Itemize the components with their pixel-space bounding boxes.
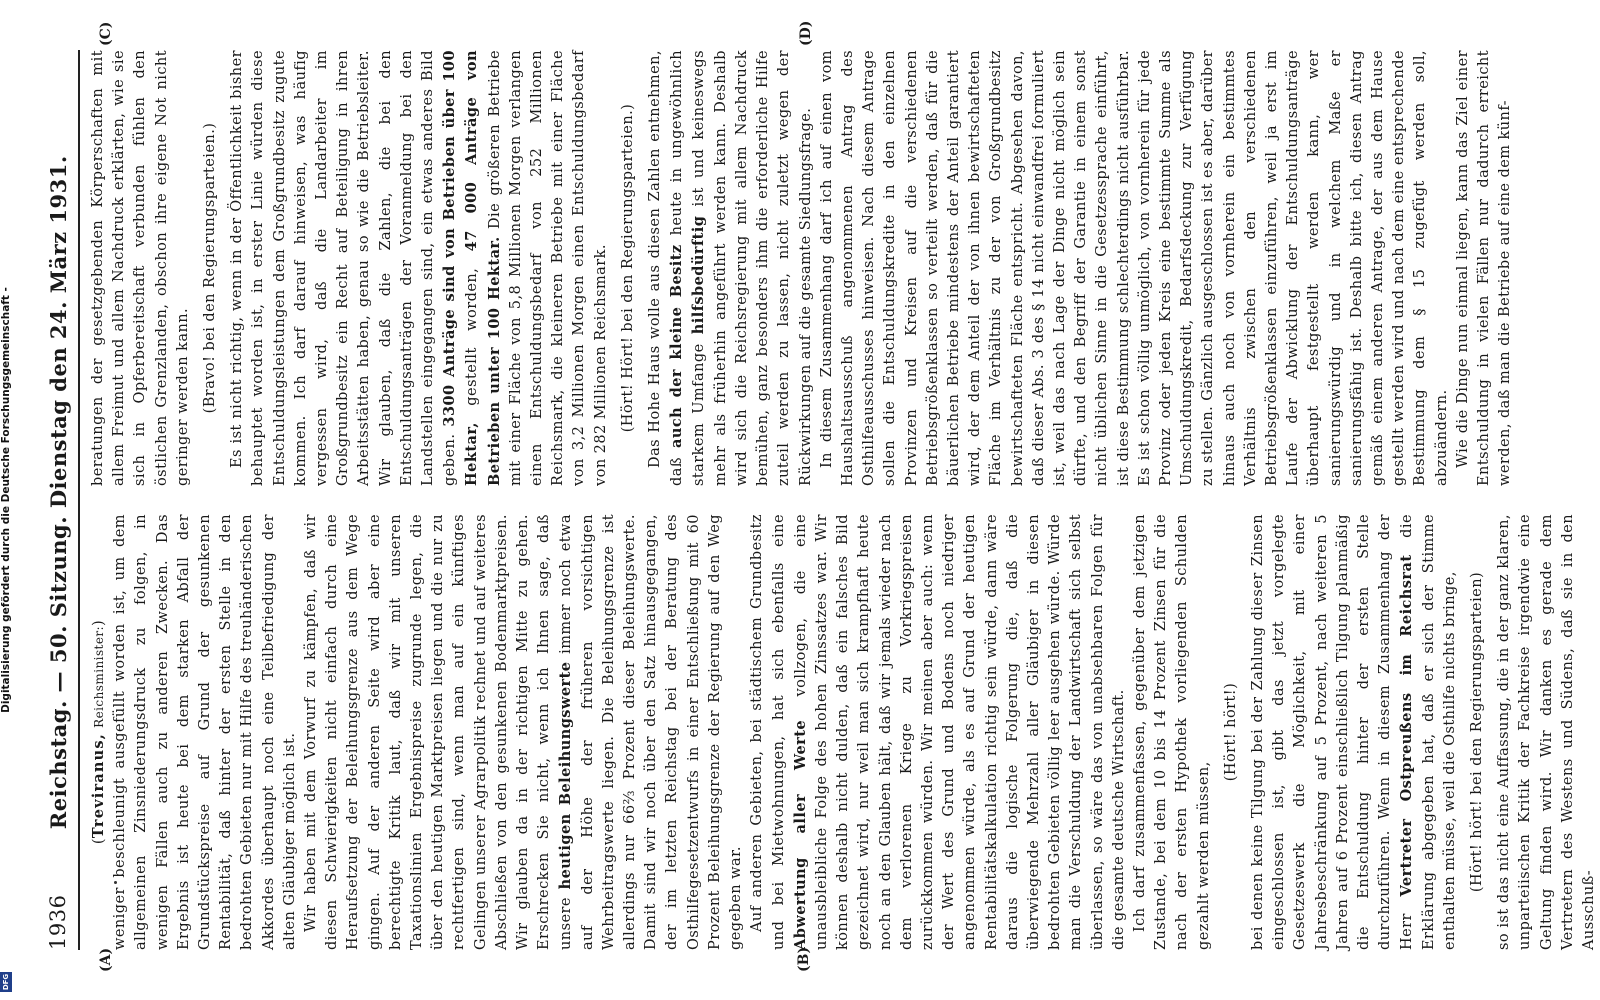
interjection: (Hört! hört! bei den Regierungsparteien) bbox=[1469, 571, 1485, 893]
interjection: (Hört! hört!) bbox=[1222, 682, 1239, 782]
page-number: 1936 bbox=[46, 894, 70, 950]
margin-marker-a: (A) bbox=[98, 947, 114, 972]
digitization-note: Digitalisierung gefördert durch die Deutsche Forschungsgemeinschaft - bbox=[0, 287, 12, 713]
paragraph: weniger beschleunigt ausgefüllt worden ist, um dem allgemeinen Zinsniederungsdruck zu folgen, in wenigen Fällen auch zu anderen Zwecken. Das Ergebnis ist heute bei dem starken Abfall der Grundstückspreise auf Grund der gesunkenen Rentabilität, daß hinter der ersten Stelle in den bedrohten Gebieten nur mit Hilfe des treuhänderischen Akkordes überhaupt noch eine Teilbefriedigung der alten Gläubiger möglich ist. bbox=[112, 514, 298, 950]
margin-marker-b: (B) bbox=[796, 946, 812, 972]
paragraph: Ich darf zusammenfassen, gegenüber dem jetzigen Zustande, bei dem 10 bis 14 Prozent Zinsen für die nach der ersten Hypothek vorliegenden Schulden gezahlt werden müssen, bbox=[1131, 514, 1212, 950]
paragraph: beratungen der gesetzgebenden Körperschaften mit allem Freimut und allem Nachdruck erklärten, wie sie sich in Opferbereitschaft verbunden fühlen den östlichen Grenzlanden, obschon ihre eigene Not nicht geringer werden kann. bbox=[90, 50, 191, 486]
paragraph: bei denen keine Tilgung bei der Zahlung dieser Zinsen eingeschlossen ist, gibt das jetzt vorgelegte Gesetzeswerk die Möglichkeit, mit einer Jahresbeschränkung auf 5 Prozent, nach weiteren 5 Jahren auf 6 Prozent einschließlich Tilgung planmäßig die Entschuldung hinter der ersten Stelle durchzuführen. Wenn in diesem Zusammenhang der Herr Vertreter Ostpreußens im Reichsrat die Erklärung abgegeben hat, daß er sich der Stimme enthalten müsse, weil die Osthilfe nichts bringe, bbox=[1249, 514, 1458, 950]
speaker-line: (Treviranus, Reichsminister:) weniger beschleunigt ausgefüllt worden ist, um dem allgemeinen Zinsniederungsdruck zu folgen, in wenigen Fällen auch zu anderen Zwecken. Das Ergebnis ist heute bei dem starken Abfall der Grundstückspreise auf Grund der gesunkenen Rentabilität, daß hinter der ersten Stelle in den bedrohten Gebieten nur mit Hilfe des treuhänderischen Akkordes überhaupt noch eine Teilbefriedigung der alten Gläubiger möglich ist. bbox=[90, 514, 298, 950]
speaker-role: Reichsminister: bbox=[92, 625, 106, 728]
paragraph: In diesem Zusammenhang darf ich auf einen vom Haushaltsausschuß angenommenen Antrag des Osthilfeausschusses hinweisen. Nach diesem Antrage sollen die Entschuldungskredite in den einzelnen Provinzen und Kreisen auf die verschiedenen Betriebsgrößenklassen so verteilt werden, daß für die bäuerlichen Betriebe mindestens der Anteil garantiert wird, der dem Anteil der von ihnen bewirtschafteten Fläche im Verhältnis zu der von Großgrundbesitz bewirtschafteten Fläche entspricht. Abgesehen davon, daß dieser Abs. 3 des § 14 nicht einwandfrei formuliert ist, weil das nach Lage der Dinge nicht möglich sein dürfte, und den Begriff der Garantie in einem sonst nicht üblichen Sinne in die Gesetzessprache einführt, ist diese Bestimmung schlechterdings nicht ausführbar. Es ist schon völlig unmöglich, von vornherein für jede Provinz oder jeden Kreis eine bestimmte Summe als Umschuldungskredit, Bedarfsdeckung zur Verfügung zu stellen. Gänzlich ausgeschlossen ist es aber, darüber hinaus auch noch von vornherein ein bestimmtes Verhältnis zwischen den verschiedenen Betriebsgrößenklassen einzuführen, weil ja erst im Laufe der Abwicklung der Entschuldungsanträge überhaupt festgestellt werden kann, wer sanierungswürdig und in welchem Maße er sanierungsfähig ist. Deshalb bitte ich, diesen Antrag gemäß einem anderen Antrage, der aus dem Hause gestellt werden wird und nach dem eine entsprechende Bestimmung dem § 15 zugefügt werden soll, abzuändern. bbox=[818, 50, 1450, 486]
bold-phrase: heutigen Beleihungswerte bbox=[557, 661, 575, 890]
bold-phrase: 47 000 Anträge von Betrieben unter 100 Hektar. bbox=[463, 49, 503, 486]
left-column bbox=[88, 514, 1598, 950]
bold-phrase: hilfsbedürftig bbox=[690, 215, 708, 335]
interjection: (Hört! Hört! bei den Regierungsparteien.) bbox=[619, 103, 636, 433]
paragraph: Das Hohe Haus wolle aus diesen Zahlen entnehmen, daß auch der kleine Besitz heute in ungewöhnlich starkem Umfange hilfsbedürftig ist und keineswegs mehr als früherhin angeführt werden kann. Deshalb wird sich die Reichsregierung mit allem Nachdruck bemühen, ganz besonders ihm die erforderliche Hilfe zuteil werden zu lassen, nicht zuletzt wegen der Rückwirkungen auf die gesamte Siedlungsfrage. bbox=[647, 50, 814, 486]
paragraph: Wie die Dinge nun einmal liegen, kann das Ziel einer Entschuldung in vielen Fällen nur dadurch erreicht werden, daß man die Betriebe auf eine dem künf- bbox=[1454, 50, 1514, 486]
paragraph: Auf anderen Gebieten, bei städtischem Grundbesitz und bei Mietwohnungen, hat sich ebenfalls eine Abwertung aller Werte vollzogen, die eine unausbleibliche Folge des hohen Zinssatzes war. Wir können deshalb nicht dulden, daß ein falsches Bild gezeichnet wird, nur weil man sich krampfhaft heute noch an den Glauben hält, daß wir jemals wieder nach dem verlorenen Kriege zu Vorkriegspreisen zurückkommen würden. Wir meinen aber auch: wenn der Wert des Grund und Bodens noch niedriger angenommen würde, als es auf Grund der heutigen Rentabilitätskalkulation richtig sein würde, dann wäre daraus die logische Folgerung die, daß die überwiegende Mehrzahl aller Gläubiger in diesen bedrohten Gebieten völlig leer ausgehen würde. Würde man die Verschuldung der Landwirtschaft sich selbst überlassen, so wäre das von unabsehbaren Folgen für die gesamte deutsche Wirtschaft. bbox=[749, 514, 1127, 950]
bold-phrase: Vertreter Ostpreußens im Reichsrat bbox=[1398, 554, 1416, 897]
speaker-name: Treviranus, bbox=[90, 732, 107, 839]
paragraph: so ist das nicht eine Auffassung, die in der ganz klaren, unparteiischen Kritik der Fachkreise irgendwie eine Geltung finden wird. Wir danken es gerade dem Vertretern des Westens und Südens, daß sie in den Ausschuß- bbox=[1496, 514, 1598, 950]
paragraph: Es ist nicht richtig, wenn in der Öffentlichkeit bisher behauptet worden ist, in erster Linie würden diese Entschuldungsleistungen dem Großgrundbesitz zugute kommen. Ich darf darauf hinweisen, was häufig vergessen wird, daß die Landarbeiter im Großgrundbesitz ein Recht auf Beteiligung in ihren Arbeitsstätten haben, genau so wie die Betriebsleiter. Wir glauben, daß die Zahlen, die bei den Entschuldungsanträgen der Voranmeldung bei den Landstellen eingegangen sind, ein etwas anderes Bild geben. 3300 Anträge sind von Betrieben über 100 Hektar, gestellt worden, 47 000 Anträge von Betrieben unter 100 Hektar. Die größeren Betriebe mit einer Fläche von 5,8 Millionen Morgen verlangen einen Entschuldungsbedarf von 252 Millionen Reichsmark, die kleineren Betriebe mit einer Fläche von 3,2 Millionen Morgen einen Entschuldungsbedarf von 282 Millionen Reichsmark. bbox=[229, 49, 609, 486]
page-header bbox=[38, 50, 80, 950]
bold-phrase: auch der kleine Besitz bbox=[668, 244, 686, 448]
document-page bbox=[32, 20, 1598, 980]
dfg-logo: DFG bbox=[2, 973, 10, 991]
bold-phrase: Abwertung aller Werte bbox=[791, 719, 809, 950]
page-title: Reichstag. — 50. Sitzung. Dienstag den 24. März 1931. bbox=[45, 155, 71, 830]
interjection: (Bravo! bei den Regierungsparteien.) bbox=[202, 122, 219, 414]
margin-marker-d: (D) bbox=[798, 20, 814, 46]
margin-marker-c: (C) bbox=[98, 21, 114, 46]
paragraph: Wir haben mit dem Vorwurf zu kämpfen, daß wir diesen Schwierigkeiten nicht einfach durch eine Heraufsetzung der Beleihungsgrenze aus dem Wege gingen. Auf der anderen Seite wird aber eine berechtigte Kritik laut, daß wir mit unseren Taxationslinien Ergebnispreise zugrunde legen, die über den heutigen Marktpreisen liegen und die nur zu rechtfertigen sind, wenn man auf ein künftiges Gelingen unserer Agrarpolitik rechnet und auf weiteres Abschließen von den gesunkenen Bodenmarktpreisen. Wir glauben da in der richtigen Mitte zu gehen. Erschrecken Sie nicht, wenn ich Ihnen sage, daß unsere heutigen Beleihungswerte immer noch etwa auf der Höhe der früheren vorsichtigen Wehrbeitragswerte liegen. Die Beleihungsgrenze ist allerdings nur 66⅔ Prozent dieser Beleihungswerte. Damit sind wir noch über den Satz hinausgegangen, der im letzten Reichstag bei der Beratung des Osthilfegesetzentwurfs in einer Entschließung mit 60 Prozent Beleihungsgrenze der Regierung auf den Weg gegeben war. bbox=[303, 514, 745, 950]
right-column bbox=[88, 49, 1514, 486]
bold-phrase: 3300 Anträge sind von Betrieben über 100 Hektar, bbox=[441, 49, 481, 486]
